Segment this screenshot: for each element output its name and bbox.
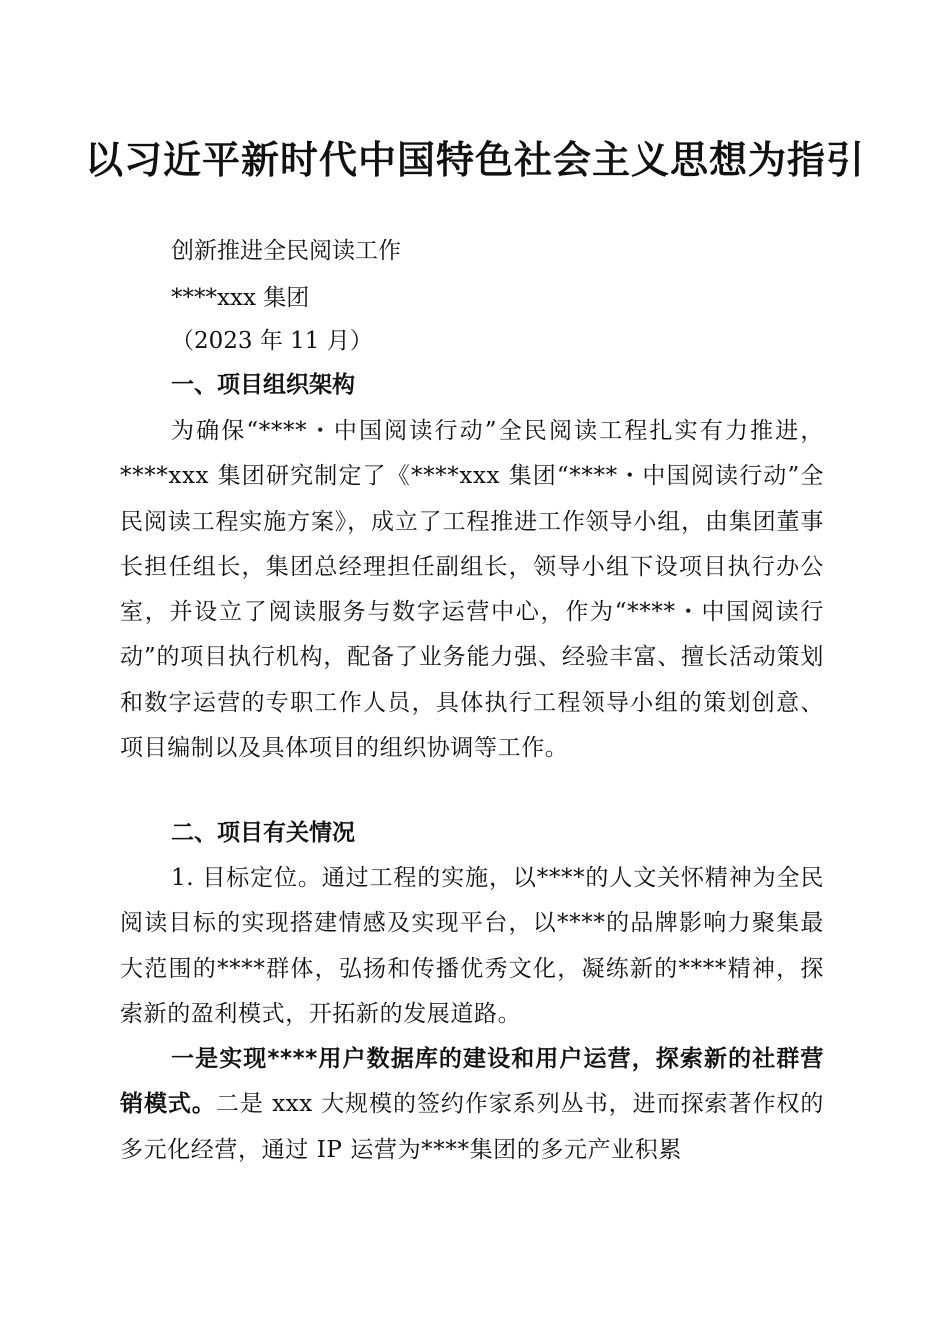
section-1-paragraph: 为确保“****・中国阅读行动”全民阅读工程扎实有力推进，****xxx 集团研究制定了《****xxx 集团“****・中国阅读行动”全民阅读工程实施方案》，成立了工程推进工作领导小组，由集团董事长担任组长，集团总经理担任副组长，领导小组下设项目执行办公室，并设立了阅读服务与数字运营中心，作为“****・中国阅读行动”的项目执行机构，配备了业务能力强、经验丰富、擅长活动策划和数字运营的专职工作人员，具体执行工程领导小组的策划创意、项目编制以及具体项目的组织协调等工作。 — [120, 418, 824, 762]
section-2-paragraph-2 — [120, 1037, 824, 1173]
section-1-heading: 一、项目组织架构 — [171, 372, 355, 398]
section-2-heading: 二、项目有关情况 — [171, 820, 355, 846]
section-2-paragraph-1: 1. 目标定位。通过工程的实施，以****的人文关怀精神为全民阅读目标的实现搭建情感及实现平台，以****的品牌影响力聚集最大范围的****群体，弘扬和传播优秀文化，凝练新的****精神，探索新的盈利模式，开拓新的发展道路。 — [120, 865, 824, 1027]
document-date: （2023 年 11 月） — [171, 328, 373, 354]
document-title: 以习近平新时代中国特色社会主义思想为指引 — [84, 138, 865, 182]
paragraph-2-continuation: 二是 xxx 大规模的签约作家系列丛书，进而探索著作权的多元化经营，通过 IP 运营为****集团的多元产业积累 — [120, 1091, 824, 1163]
document-subtitle: 创新推进全民阅读工作 — [171, 238, 401, 264]
organization-name: ****xxx 集团 — [171, 285, 310, 311]
paragraph-2-lead-sentence: 一是实现****用户数据库的建设和用户运营，探索新的社群营销模式。 — [120, 1046, 824, 1118]
